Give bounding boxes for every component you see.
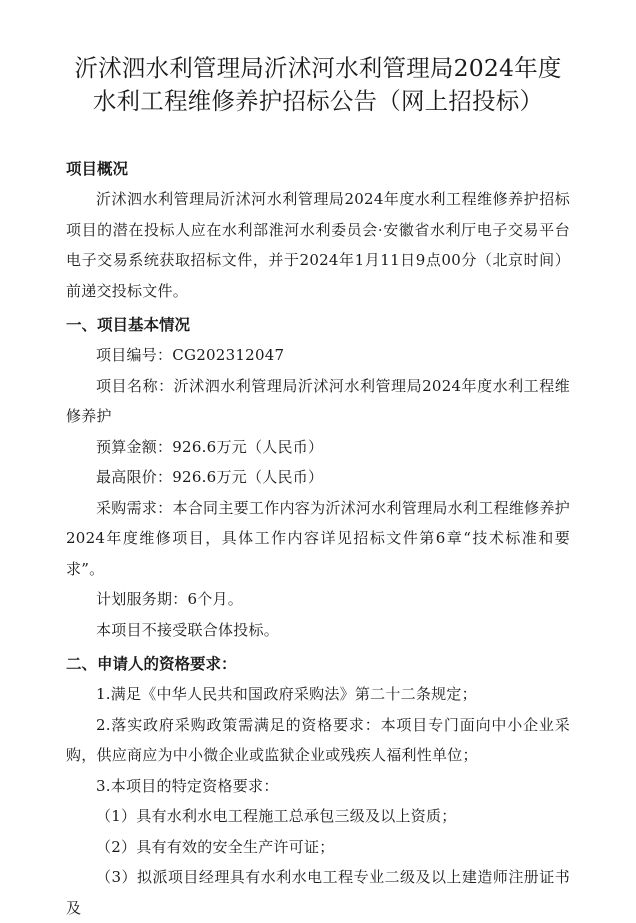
section2-heading: 二、申请人的资格要求：: [66, 655, 237, 673]
max-price: 最高限价：926.6万元（人民币）: [96, 468, 324, 486]
procurement-requirement: 采购需求：本合同主要工作内容为沂沭河水利管理局水利工程维修养护2024年度维修项目，具体工作内容详见招标文件第6章“技术标准和要求”。: [66, 498, 570, 578]
project-name: 项目名称：沂沭泗水利管理局沂沭河水利管理局2024年度水利工程维修养护: [66, 376, 570, 425]
no-consortium-note: 本项目不接受联合体投标。: [96, 620, 280, 639]
service-period: 计划服务期：6个月。: [96, 590, 244, 608]
overview-heading: 项目概况: [66, 160, 129, 178]
qualification-sub-3: （3）拟派项目经理具有水利水电工程专业二级及以上建造师注册证书及: [66, 868, 570, 917]
overview-text: 沂沭泗水利管理局沂沭河水利管理局2024年度水利工程维修养护招标项目的潜在投标人应在水利部淮河水利委员会·安徽省水利厅电子交易平台电子交易系统获取招标文件，并于2024年1月11日9点00分（北京时间）前递交投标文件。: [66, 190, 570, 300]
qualification-sub-2: （2）具有有效的安全生产许可证；: [96, 837, 335, 856]
project-number: 项目编号：CG202312047: [96, 346, 285, 364]
qualification-item-3: 3.本项目的特定资格要求：: [96, 776, 279, 795]
document-body: [66, 154, 570, 923]
section1-heading: 一、项目基本情况: [66, 316, 191, 334]
document-title: 沂沭泗水利管理局沂沭河水利管理局2024年度水利工程维修养护招标公告（网上招投标）: [74, 54, 562, 115]
budget-amount: 预算金额：926.6万元（人民币）: [96, 437, 324, 456]
qualification-item-2: 2.落实政府采购政策需满足的资格要求：本项目专门面向中小企业采购，供应商应为中小微企业或监狱企业或残疾人福利性单位；: [66, 715, 570, 764]
qualification-item-1: 1.满足《中华人民共和国政府采购法》第二十二条规定；: [96, 685, 477, 703]
qualification-sub-1: （1）具有水利水电工程施工总承包三级及以上资质；: [96, 807, 457, 825]
